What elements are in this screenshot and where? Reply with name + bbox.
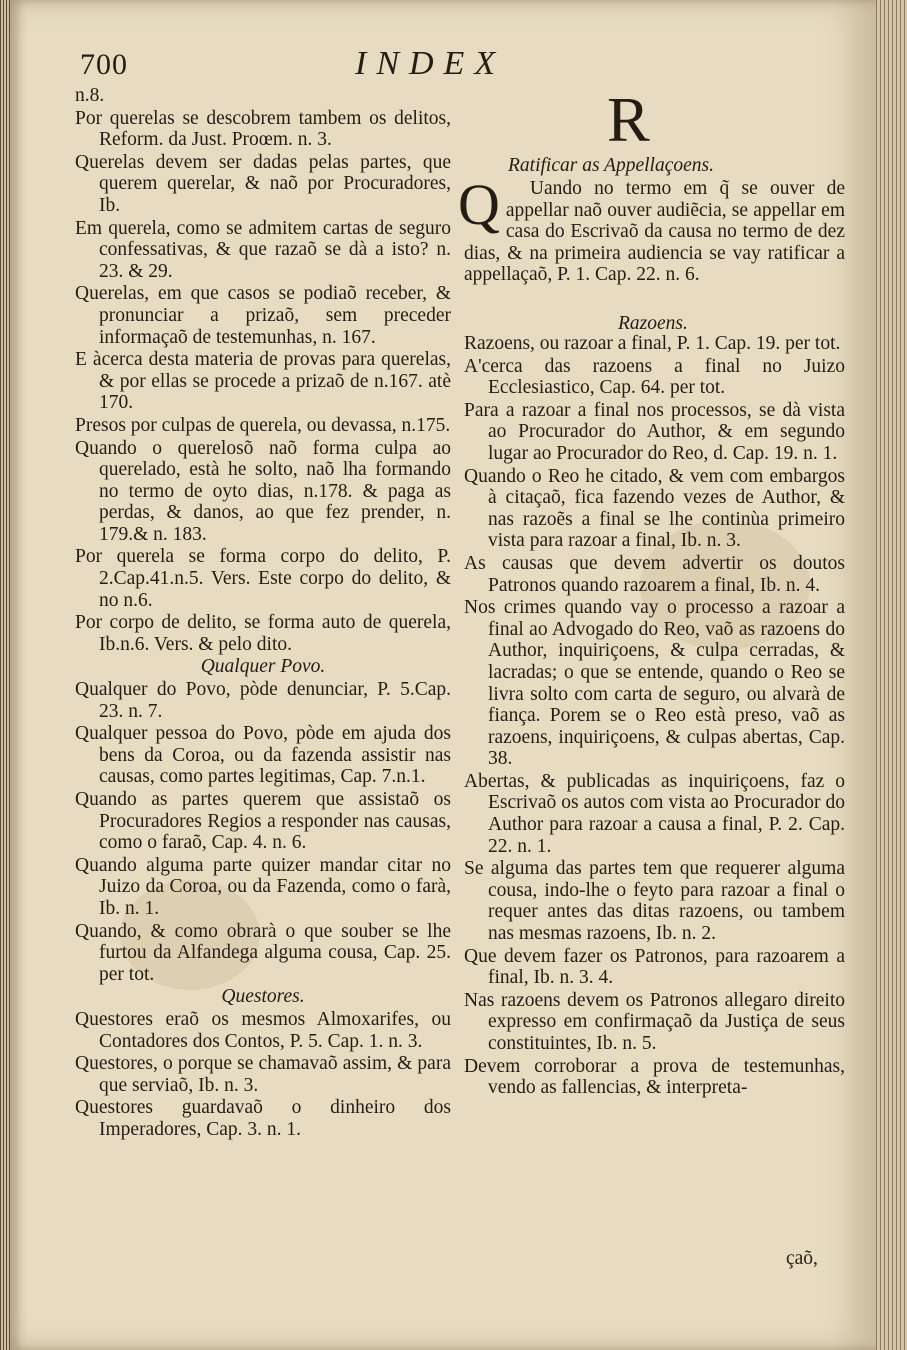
index-entry: n.8. [75,85,105,106]
index-entry: Querelas devem ser dadas pelas partes, que querem querelar, & naõ por Procuradores, Ib. [75,151,451,216]
index-entry: Querelas, em que casos se podiaõ receber, & pronunciar a prizaõ, sem preceder informaçaõ de testemunhas, n. 167. [75,283,451,348]
index-entry: Quando o Reo he citado, & vem com embargos à citaçaõ, fica fazendo vezes de Author, & nas razoẽs a final se lhe continùa primeiro vista para razoar a final, Ib. n. 3. [464,465,845,552]
index-entry: As causas que devem advertir os doutos Patronos quando razoarem a final, Ib. n. 4. [464,552,845,596]
index-entry: Nos crimes quando vay o processo a razoar a final ao Advogado do Reo, vaõ as razoens do Author, inquiriçoens, & culpa cerradas, & lacradas; o que se entende, quando o Reo se livra solto com carta de seguro, ou alvarà de fiança. Porem se o Reo està preso, vaõ as razoens, inquiriçoens, & culpas abertas, Cap. 38. [464,597,845,770]
section-heading-ratificar: Ratificar as Appellaçoens. [508,155,714,176]
index-entry: Em querela, como se admitem cartas de seguro confessativas, & que razaõ se dà a isto? n. 23. & 29. [75,217,451,282]
catchword: çaõ, [786,1248,818,1269]
index-entry: Qualquer do Povo, pòde denunciar, P. 5.Cap. 23. n. 7. [75,679,451,722]
index-entry: Quando alguma parte quizer mandar citar no Juizo da Coroa, ou da Fazenda, como o farà, Ib. n. 1. [75,854,451,919]
index-entry: Questores, o porque se chamavaõ assim, & para que serviaõ, Ib. n. 3. [75,1053,451,1096]
index-entry: Quando, & como obrarà o que souber se lhe furtou da Alfandega alguma cousa, Cap. 25. per tot. [75,920,451,985]
index-entry: Que devem fazer os Patronos, para razoarem a final, Ib. n. 3. 4. [464,945,845,989]
index-entry: Quando o querelosõ naõ forma culpa ao querelado, està he solto, naõ lha formando no termo de oyto dias, n.178. & paga as perdas, & danos, ao que fez prender, n. 179.& n. 183. [75,437,451,545]
index-entry: Se alguma das partes tem que requerer alguma cousa, indo-lhe o feyto para razoar a final o requer antes das ditas razoens, ou tambem nas mesmas razoens, Ib. n. 2. [464,858,845,945]
index-entry: Quando as partes querem que assistaõ os Procuradores Regios a responder nas causas, como o faraõ, Cap. 4. n. 6. [75,789,451,854]
index-entry: A'cerca das razoens a final no Juizo Ecclesiastico, Cap. 64. per tot. [464,355,845,399]
index-entry: Razoens, ou razoar a final, P. 1. Cap. 19. per tot. [464,333,841,354]
drop-cap: Q [458,172,500,237]
index-heading: Qualquer Povo. [200,656,326,678]
index-entry: Por corpo de delito, se forma auto de querela, Ib.n.6. Vers. & pelo dito. [75,612,451,655]
index-entry: Devem corroborar a prova de testemunhas, vendo as fallencias, & interpreta- [464,1055,845,1099]
first-entry-ratificar [458,172,845,286]
index-entry: Nas razoens devem os Patronos allegaro direito expresso em confirmaçaõ da Justiça de seus constituintes, Ib. n. 5. [464,989,845,1054]
index-entry: Qualquer pessoa do Povo, pòde em ajuda dos bens da Coroa, ou da fazenda assistir nas causas, como partes legitimas, Cap. 7.n.1. [75,723,451,788]
index-entry: Questores guardavaõ o dinheiro dos Imperadores, Cap. 3. n. 1. [75,1097,451,1140]
section-heading-razoens: Razoens. [618,313,688,334]
index-entry: Questores eraõ os mesmos Almoxarifes, ou Contadores dos Contos, P. 5. Cap. 1. n. 3. [75,1008,451,1052]
page-number: 700 [80,48,128,81]
index-entry: Para a razoar a final nos processos, se dà vista ao Procurador do Author, & em segundo lugar ao Procurador do Reo, d. Cap. 19. n. 1. [464,399,845,464]
page-title: INDEX [355,45,506,82]
index-heading: Questores. [221,986,305,1008]
book-binding [0,0,10,1350]
right-column [464,333,845,1100]
index-entry: E àcerca desta materia de provas para querelas, & por ellas se procede a prizaõ de n.167. atè 170. [75,349,451,414]
entry-text: Uando no termo em q̃ se ouver de appellar naõ ouver audiẽcia, se appellar em casa do Escrivaõ da causa no termo de dez dias, & na primeira audiencia se vay ratificar a appellaçaõ, P. 1. Cap. 22. n. 6. [464,178,845,286]
index-entry: Por querela se forma corpo do delito, P. 2.Cap.41.n.5. Vers. Este corpo do delito, & no n.6. [75,546,451,611]
page-edges [876,0,907,1350]
index-entry: Presos por culpas de querela, ou devassa, n.175. [75,414,451,436]
index-entry: Por querelas se descobrem tambem os delitos, Reform. da Just. Proœm. n. 3. [75,107,451,151]
section-letter: R [607,84,650,155]
left-column [75,85,451,1142]
index-entry: Abertas, & publicadas as inquiriçoens, faz o Escrivaõ os autos com vista ao Procurador do Author para razoar a causa a final, P. 2. Cap. 22. n. 1. [464,770,845,857]
